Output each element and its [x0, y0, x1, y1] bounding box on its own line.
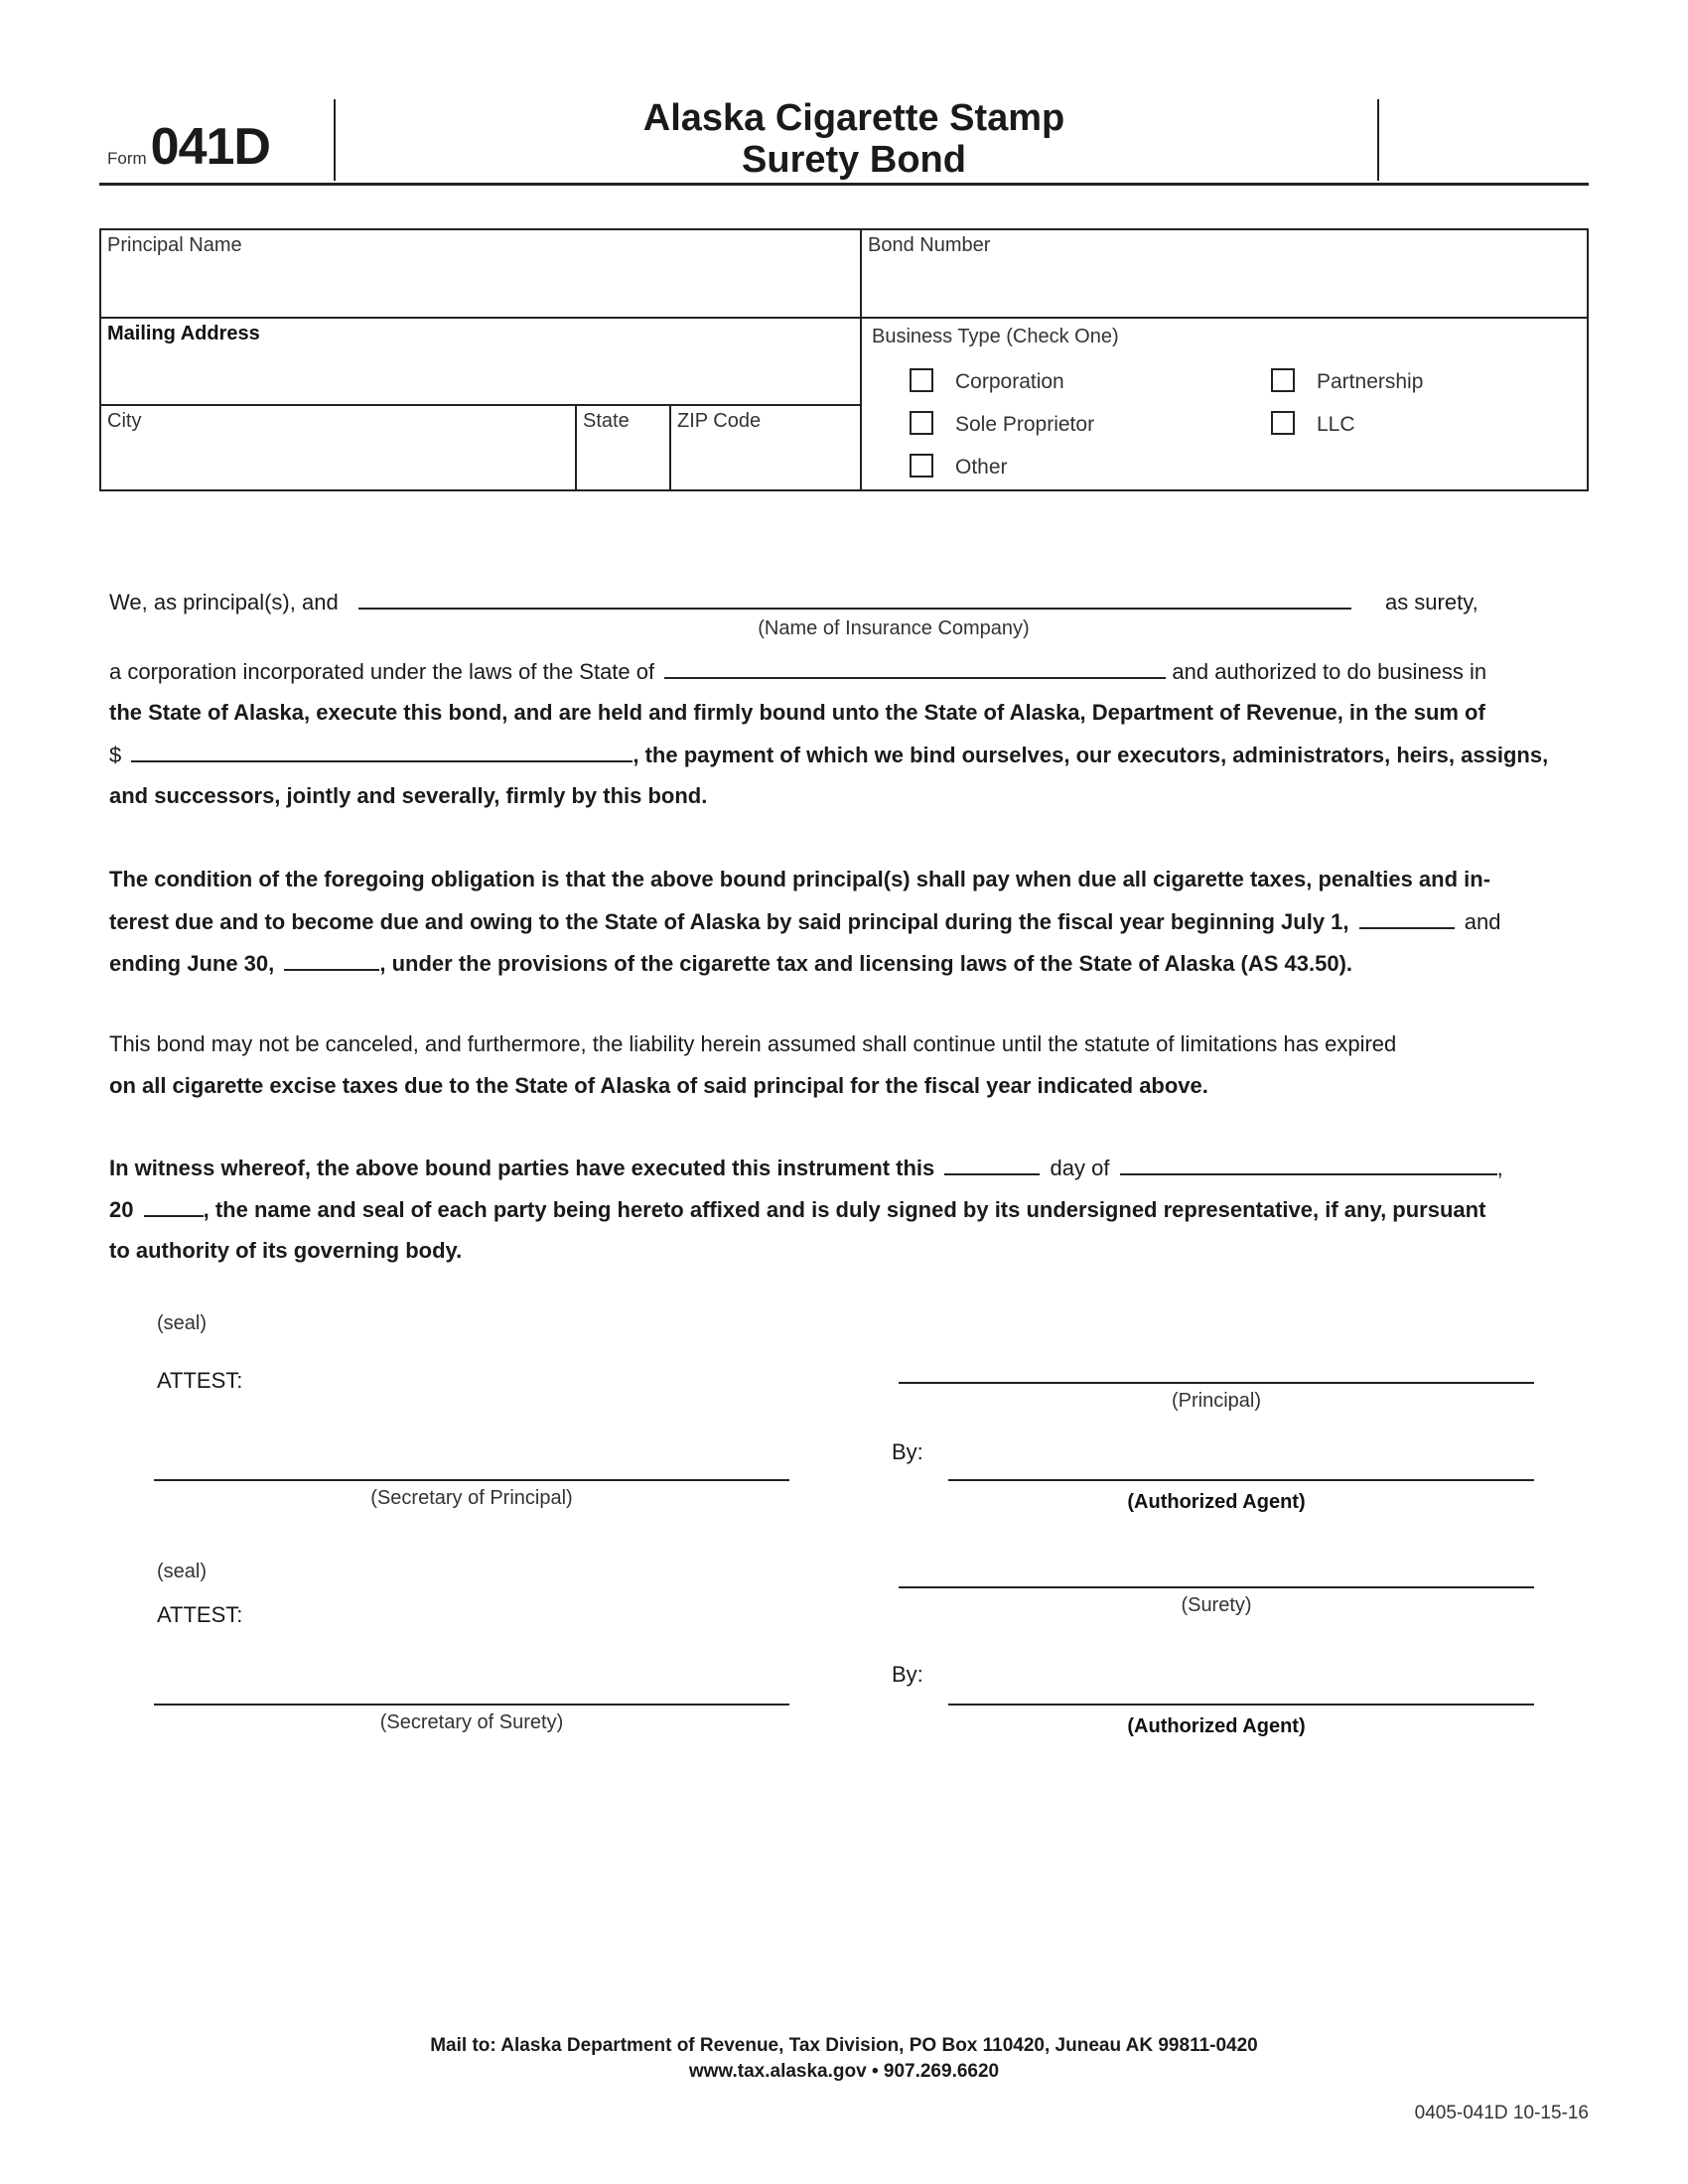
- p1-line4: [109, 741, 1548, 769]
- p4-line3: to authority of its governing body.: [109, 1238, 463, 1263]
- fiscal-year-end-blank[interactable]: [284, 949, 379, 971]
- secretary-surety-caption: (Secretary of Surety): [379, 1711, 564, 1733]
- header-rule: [99, 183, 1589, 186]
- insurance-company-blank[interactable]: [358, 588, 1351, 610]
- surety-signature-line[interactable]: [899, 1586, 1534, 1588]
- footer-mail-to: Mail to: Alaska Department of Revenue, Tax Division, PO Box 110420, Juneau AK 99811-0420: [430, 2035, 1258, 2056]
- corporation-checkbox[interactable]: [910, 368, 933, 392]
- header-divider-left: [334, 99, 336, 181]
- principal-name-field[interactable]: [101, 230, 860, 317]
- p1-line1: [109, 588, 1589, 616]
- zip-field[interactable]: [671, 406, 860, 489]
- form-code: 0405-041D 10-15-16: [1414, 2103, 1589, 2123]
- principal-signature-line[interactable]: [899, 1382, 1534, 1384]
- by-1: By:: [892, 1439, 923, 1464]
- p2-line1: The condition of the foregoing obligation is that the above bound principal(s) shall pay when due all cigarette taxes, penalties and in-: [109, 867, 1491, 891]
- business-type-group: [862, 319, 1587, 489]
- p4-l2-text: , the name and seal of each party being hereto affixed and is duly signed by its undersigned representative, if any, pursuant: [203, 1197, 1486, 1222]
- secretary-surety-signature-line[interactable]: [154, 1704, 789, 1706]
- partnership-checkbox[interactable]: [1271, 368, 1295, 392]
- insurance-company-caption: (Name of Insurance Company): [758, 617, 1030, 639]
- p2-l2-text-a: terest due and to become due and owing to the State of Alaska by said principal during the fiscal year beginning July 1,: [109, 909, 1349, 934]
- dollar-sign: $: [109, 743, 122, 767]
- form-title-line1: Alaska Cigarette Stamp: [642, 97, 1065, 139]
- surety-agent-caption: (Authorized Agent): [1127, 1715, 1306, 1737]
- principal-name-label: Principal Name: [107, 234, 242, 256]
- bond-number-field[interactable]: [862, 230, 1587, 317]
- secretary-principal-signature-line[interactable]: [154, 1479, 789, 1481]
- mailing-address-label: Mailing Address: [107, 323, 260, 344]
- form-number: 041D: [150, 118, 270, 176]
- p3-line2: on all cigarette excise taxes due to the State of Alaska of said principal for the fiscal year indicated above.: [109, 1073, 1208, 1098]
- p2-line2: [109, 907, 1501, 936]
- llc-label: LLC: [1317, 413, 1355, 436]
- zip-label: ZIP Code: [677, 410, 762, 432]
- p4-line1: [109, 1154, 1503, 1182]
- p4-line2: [109, 1195, 1485, 1224]
- by-2: By:: [892, 1662, 923, 1687]
- form-title-line2: Surety Bond: [742, 139, 966, 181]
- principal-agent-caption: (Authorized Agent): [1127, 1491, 1306, 1513]
- p1-l4-text: , the payment of which we bind ourselves, our executors, administrators, heirs, assigns,: [633, 743, 1549, 767]
- sole-proprietor-checkbox[interactable]: [910, 411, 933, 435]
- p2-line3: [109, 949, 1352, 978]
- form-title: [338, 97, 1370, 181]
- witness-year-blank[interactable]: [144, 1195, 204, 1217]
- p1-l2-text-a: a corporation incorporated under the laws of the State of: [109, 659, 655, 684]
- state-label: State: [583, 410, 630, 432]
- p2-l3-text-b: , under the provisions of the cigarette tax and licensing laws of the State of Alaska (AS 43.50).: [379, 951, 1353, 976]
- business-type-label: Business Type (Check One): [872, 326, 1119, 347]
- p1-line5: and successors, jointly and severally, firmly by this bond.: [109, 783, 708, 808]
- p1-line2: [109, 657, 1486, 686]
- p3-line1: This bond may not be canceled, and furthermore, the liability herein assumed shall continue until the statute of limitations has expired: [109, 1031, 1397, 1056]
- city-field[interactable]: [101, 406, 575, 489]
- form-id: [107, 117, 270, 177]
- principal-agent-signature-line[interactable]: [948, 1479, 1534, 1481]
- p4-l2-year-prefix: 20: [109, 1197, 134, 1222]
- sole-proprietor-label: Sole Proprietor: [955, 413, 1095, 436]
- p1-l2-text-b: and authorized to do business in: [1172, 659, 1487, 684]
- principal-caption: (Principal): [1171, 1390, 1262, 1412]
- state-field[interactable]: [577, 406, 669, 489]
- info-box: [99, 228, 1589, 491]
- fiscal-year-begin-blank[interactable]: [1359, 907, 1455, 929]
- other-checkbox[interactable]: [910, 454, 933, 478]
- secretary-principal-caption: (Secretary of Principal): [370, 1487, 573, 1509]
- attest-2: ATTEST:: [157, 1602, 243, 1627]
- p1-text-b: as surety,: [1384, 590, 1478, 614]
- form-prefix: Form: [107, 149, 147, 168]
- partnership-label: Partnership: [1317, 370, 1424, 393]
- seal-1: (seal): [157, 1312, 208, 1334]
- city-label: City: [107, 410, 142, 432]
- corporation-label: Corporation: [955, 370, 1064, 393]
- surety-agent-signature-line[interactable]: [948, 1704, 1534, 1706]
- seal-2: (seal): [157, 1561, 208, 1582]
- header-divider-right: [1377, 99, 1379, 181]
- attest-1: ATTEST:: [157, 1368, 243, 1393]
- p2-l2-text-b: and: [1464, 909, 1501, 934]
- p4-l1-text-a: In witness whereof, the above bound parties have executed this instrument this: [109, 1156, 935, 1180]
- p2-l3-text-a: ending June 30,: [109, 951, 275, 976]
- footer-contact: www.tax.alaska.gov • 907.269.6620: [688, 2061, 1000, 2082]
- p1-line3: the State of Alaska, execute this bond, and are held and firmly bound unto the State of Alaska, Department of Revenue, in the sum of: [109, 700, 1485, 725]
- p4-l1-text-b: day of: [1050, 1156, 1110, 1180]
- state-of-incorporation-blank[interactable]: [664, 657, 1166, 679]
- bond-number-label: Bond Number: [868, 234, 991, 256]
- llc-checkbox[interactable]: [1271, 411, 1295, 435]
- p4-l1-comma: ,: [1496, 1156, 1503, 1180]
- mailing-address-field[interactable]: [101, 319, 860, 404]
- surety-caption: (Surety): [1181, 1594, 1252, 1616]
- witness-day-blank[interactable]: [944, 1154, 1040, 1175]
- bond-amount-blank[interactable]: [131, 741, 633, 762]
- witness-month-blank[interactable]: [1120, 1154, 1497, 1175]
- other-label: Other: [955, 456, 1008, 478]
- p1-text-a: We, as principal(s), and: [109, 590, 339, 614]
